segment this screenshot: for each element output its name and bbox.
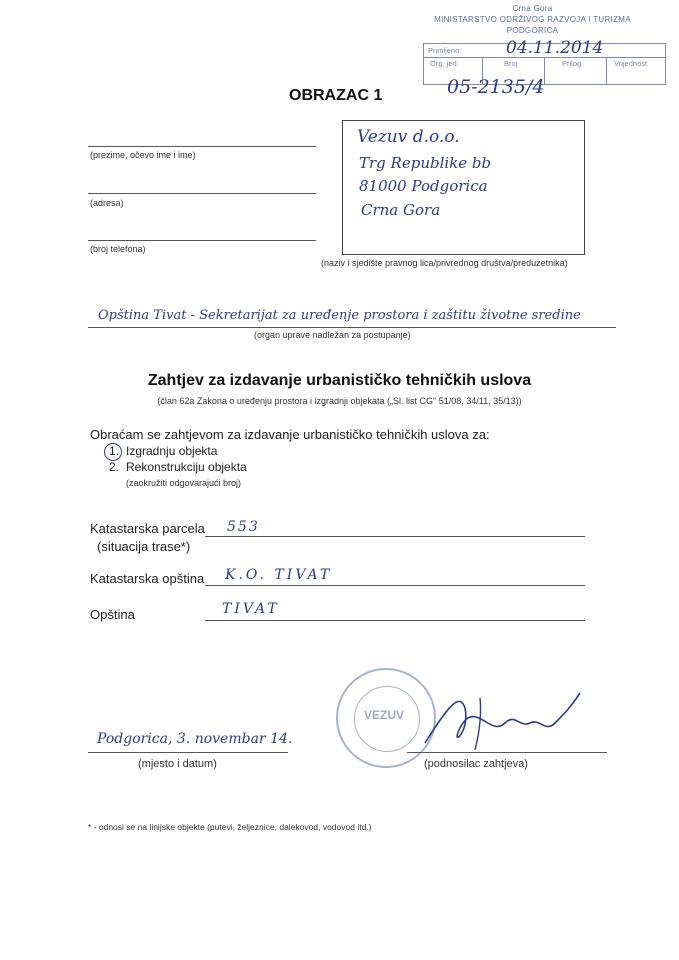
stamp-col-number: Broj <box>504 59 518 68</box>
parcel-sublabel: (situacija trase*) <box>97 539 191 554</box>
option2-number: 2. <box>109 460 120 474</box>
footnote: * - odnosi se na linijske objekte (putevi, željeznice, dalekovod, vodovod itd.) <box>88 822 372 832</box>
company-street: Trg Republike bb <box>359 154 492 172</box>
place-date-caption: (mjesto i datum) <box>138 758 217 770</box>
stamp-col-value: Vrijednost <box>614 59 648 68</box>
stamp-col-org: Org. jed. <box>430 59 459 68</box>
cadastre-municipality-label: Katastarska opština <box>90 571 205 586</box>
municipality-value: TIVAT <box>222 601 280 617</box>
request-title: Zahtjev za izdavanje urbanističko tehničkih uslova <box>147 372 532 389</box>
form-title: OBRAZAC 1 <box>289 87 383 104</box>
stamp-received-date: 04.11.2014 <box>506 38 604 58</box>
company-country: Crna Gora <box>361 201 441 219</box>
authority-value: Opština Tivat - Sekretarijat za uređenje prostora i zaštitu životne sredine <box>98 308 581 323</box>
parcel-value: 553 <box>227 519 260 535</box>
company-city: 81000 Podgorica <box>359 177 488 195</box>
applicant-signature <box>420 688 590 758</box>
stamp-city: PODGORICA <box>506 26 559 35</box>
company-box <box>342 120 585 255</box>
request-intro: Obraćam se zahtjevom za izdavanje urbanističko tehničkih uslova za: <box>90 427 490 442</box>
options-note: (zaokružiti odgovarajući broj) <box>126 478 242 488</box>
authority-caption: (organ uprave nadležan za postupanje) <box>254 330 411 340</box>
stamp-ministry: MINISTARSTVO ODRŽIVOG RAZVOJA I TURIZMA <box>434 15 631 24</box>
stamp-country: Crna Gora <box>512 4 553 13</box>
municipality-label: Opština <box>90 607 135 622</box>
company-name: Vezuv d.o.o. <box>357 127 460 147</box>
applicant-address-label: (adresa) <box>90 198 124 208</box>
applicant-name-label: (prezime, očevo ime i ime) <box>90 150 196 160</box>
parcel-label: Katastarska parcela <box>90 521 205 536</box>
request-subtitle: (član 62a Zakona o uređenju prostora i izgradnji objekata („Sl. list CG" 51/08, 34/11, 35/13)) <box>157 396 522 406</box>
applicant-phone-label: (broj telefona) <box>90 244 146 254</box>
option1-number: 1. <box>109 444 120 458</box>
company-caption: (naziv i sjedište pravnog lica/privrednog društva/preduzetnika) <box>321 258 568 268</box>
applicant-caption: (podnosilac zahtjeva) <box>424 758 528 770</box>
option2-text: Rekonstrukciju objekta <box>126 460 247 474</box>
place-date-value: Podgorica, 3. novembar 14. <box>97 731 293 747</box>
stamp-received-label: Primljeno: <box>428 46 462 55</box>
cadastre-municipality-value: K.O. TIVAT <box>225 567 333 583</box>
option1-text: Izgradnju objekta <box>126 444 218 458</box>
registration-stamp <box>395 4 670 116</box>
seal-text: VEZUV <box>364 708 405 722</box>
stamp-number-value: 05-2135/4 <box>447 76 545 98</box>
stamp-col-attachment: Prilog <box>562 59 582 68</box>
